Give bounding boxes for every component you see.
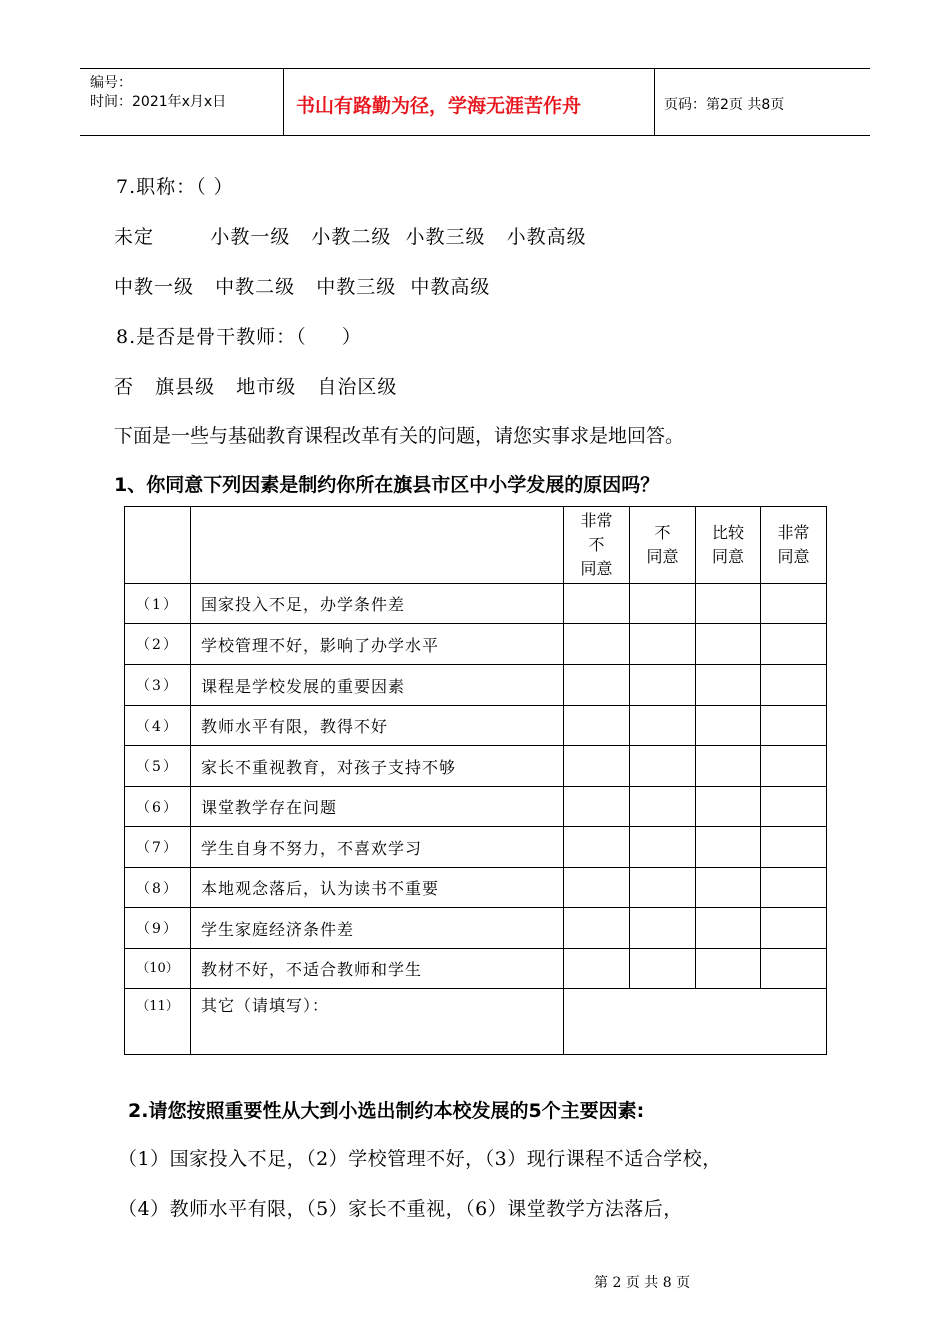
answer-cell[interactable] — [761, 949, 827, 989]
header-bottom-rule — [80, 135, 870, 136]
answer-cell[interactable] — [564, 624, 630, 665]
row-item: 国家投入不足，办学条件差 — [191, 584, 564, 624]
col-disagree: 不 同意 — [630, 507, 696, 584]
answer-cell[interactable] — [761, 868, 827, 908]
row-item: 本地观念落后，认为读书不重要 — [191, 868, 564, 908]
question2-title: 2.请您按照重要性从大到小选出制约本校发展的5个主要因素: — [128, 1100, 645, 1122]
row-item: 学校管理不好，影响了办学水平 — [191, 624, 564, 665]
row-item: 课程是学校发展的重要因素 — [191, 665, 564, 706]
page-footer: 第 2 页 共 8 页 — [594, 1275, 691, 1291]
row-number: （6） — [125, 787, 191, 827]
q7-options-row2: 中教一级 中教二级 中教三级 中教高级 — [114, 276, 491, 298]
row-number: （7） — [125, 827, 191, 868]
q8-label: 8.是否是骨干教师：（ ） — [116, 326, 362, 348]
row-item-other: 其它（请填写）： — [191, 989, 564, 1055]
table-row — [125, 949, 827, 989]
answer-cell[interactable] — [630, 624, 696, 665]
answer-cell[interactable] — [696, 908, 761, 949]
answer-cell[interactable] — [630, 746, 696, 787]
answer-cell[interactable] — [630, 868, 696, 908]
table-row — [125, 746, 827, 787]
table-row-other — [125, 989, 827, 1055]
row-item: 教师水平有限，教得不好 — [191, 706, 564, 746]
row-number: （3） — [125, 665, 191, 706]
answer-cell[interactable] — [761, 706, 827, 746]
serial-label: 编号： — [90, 75, 132, 91]
q8-options: 否 旗县级 地市级 自治区级 — [114, 376, 398, 398]
row-number: （9） — [125, 908, 191, 949]
answer-cell[interactable] — [761, 665, 827, 706]
header-cell-num — [125, 507, 191, 584]
table-row — [125, 868, 827, 908]
q7-options-row1: 未定 小教一级 小教二级 小教三级 小教高级 — [114, 226, 587, 248]
table-row — [125, 584, 827, 624]
row-number: （11） — [125, 989, 191, 1055]
answer-cell[interactable] — [696, 624, 761, 665]
row-item: 家长不重视教育，对孩子支持不够 — [191, 746, 564, 787]
other-fill-cell[interactable] — [564, 989, 827, 1055]
answer-cell[interactable] — [696, 665, 761, 706]
header-top-rule — [80, 68, 870, 69]
header-divider-left — [283, 68, 284, 135]
answer-cell[interactable] — [564, 868, 630, 908]
answer-cell[interactable] — [761, 827, 827, 868]
answer-cell[interactable] — [630, 949, 696, 989]
date-label: 时间：2021年x月x日 — [90, 94, 227, 110]
table-row — [125, 706, 827, 746]
answer-cell[interactable] — [564, 827, 630, 868]
col-somewhat-agree: 比较 同意 — [696, 507, 761, 584]
col-strongly-agree: 非常 同意 — [761, 507, 827, 584]
row-number: （4） — [125, 706, 191, 746]
row-number: （5） — [125, 746, 191, 787]
answer-cell[interactable] — [564, 584, 630, 624]
answer-cell[interactable] — [696, 868, 761, 908]
answer-cell[interactable] — [630, 706, 696, 746]
table-row — [125, 908, 827, 949]
answer-cell[interactable] — [696, 746, 761, 787]
answer-cell[interactable] — [696, 827, 761, 868]
table-row — [125, 624, 827, 665]
row-number: （2） — [125, 624, 191, 665]
row-item: 课堂教学存在问题 — [191, 787, 564, 827]
table-row — [125, 787, 827, 827]
answer-cell[interactable] — [630, 827, 696, 868]
q7-label: 7.职称：（ ） — [116, 176, 234, 198]
answer-cell[interactable] — [630, 787, 696, 827]
answer-cell[interactable] — [564, 908, 630, 949]
row-number: （10） — [125, 949, 191, 989]
col-strongly-disagree: 非常 不 同意 — [564, 507, 630, 584]
row-number: （8） — [125, 868, 191, 908]
answer-cell[interactable] — [564, 787, 630, 827]
row-item: 教材不好，不适合教师和学生 — [191, 949, 564, 989]
answer-cell[interactable] — [761, 746, 827, 787]
motto: 书山有路勤为径，学海无涯苦作舟 — [296, 95, 582, 117]
intro-text: 下面是一些与基础教育课程改革有关的问题，请您实事求是地回答。 — [114, 425, 685, 447]
answer-cell[interactable] — [761, 624, 827, 665]
question2-options-line1: （1）国家投入不足，（2）学校管理不好，（3）现行课程不适合学校， — [118, 1148, 722, 1170]
table-row — [125, 827, 827, 868]
answer-cell[interactable] — [761, 908, 827, 949]
page-label: 页码：第2页 共8页 — [664, 97, 785, 113]
row-item: 学生家庭经济条件差 — [191, 908, 564, 949]
row-number: （1） — [125, 584, 191, 624]
answer-cell[interactable] — [564, 706, 630, 746]
answer-cell[interactable] — [761, 584, 827, 624]
row-item: 学生自身不努力，不喜欢学习 — [191, 827, 564, 868]
answer-cell[interactable] — [630, 908, 696, 949]
answer-cell[interactable] — [696, 787, 761, 827]
answer-cell[interactable] — [761, 787, 827, 827]
question1-table — [124, 506, 827, 1055]
answer-cell[interactable] — [696, 949, 761, 989]
answer-cell[interactable] — [630, 584, 696, 624]
answer-cell[interactable] — [630, 665, 696, 706]
answer-cell[interactable] — [564, 665, 630, 706]
question1-title: 1、你同意下列因素是制约你所在旗县市区中小学发展的原因吗？ — [114, 474, 660, 496]
header-cell-item — [191, 507, 564, 584]
table-header-row — [125, 507, 827, 584]
answer-cell[interactable] — [564, 949, 630, 989]
answer-cell[interactable] — [696, 706, 761, 746]
table-row — [125, 665, 827, 706]
answer-cell[interactable] — [696, 584, 761, 624]
answer-cell[interactable] — [564, 746, 630, 787]
header-divider-right — [654, 68, 655, 135]
question2-options-line2: （4）教师水平有限，（5）家长不重视，（6）课堂教学方法落后， — [118, 1198, 683, 1220]
